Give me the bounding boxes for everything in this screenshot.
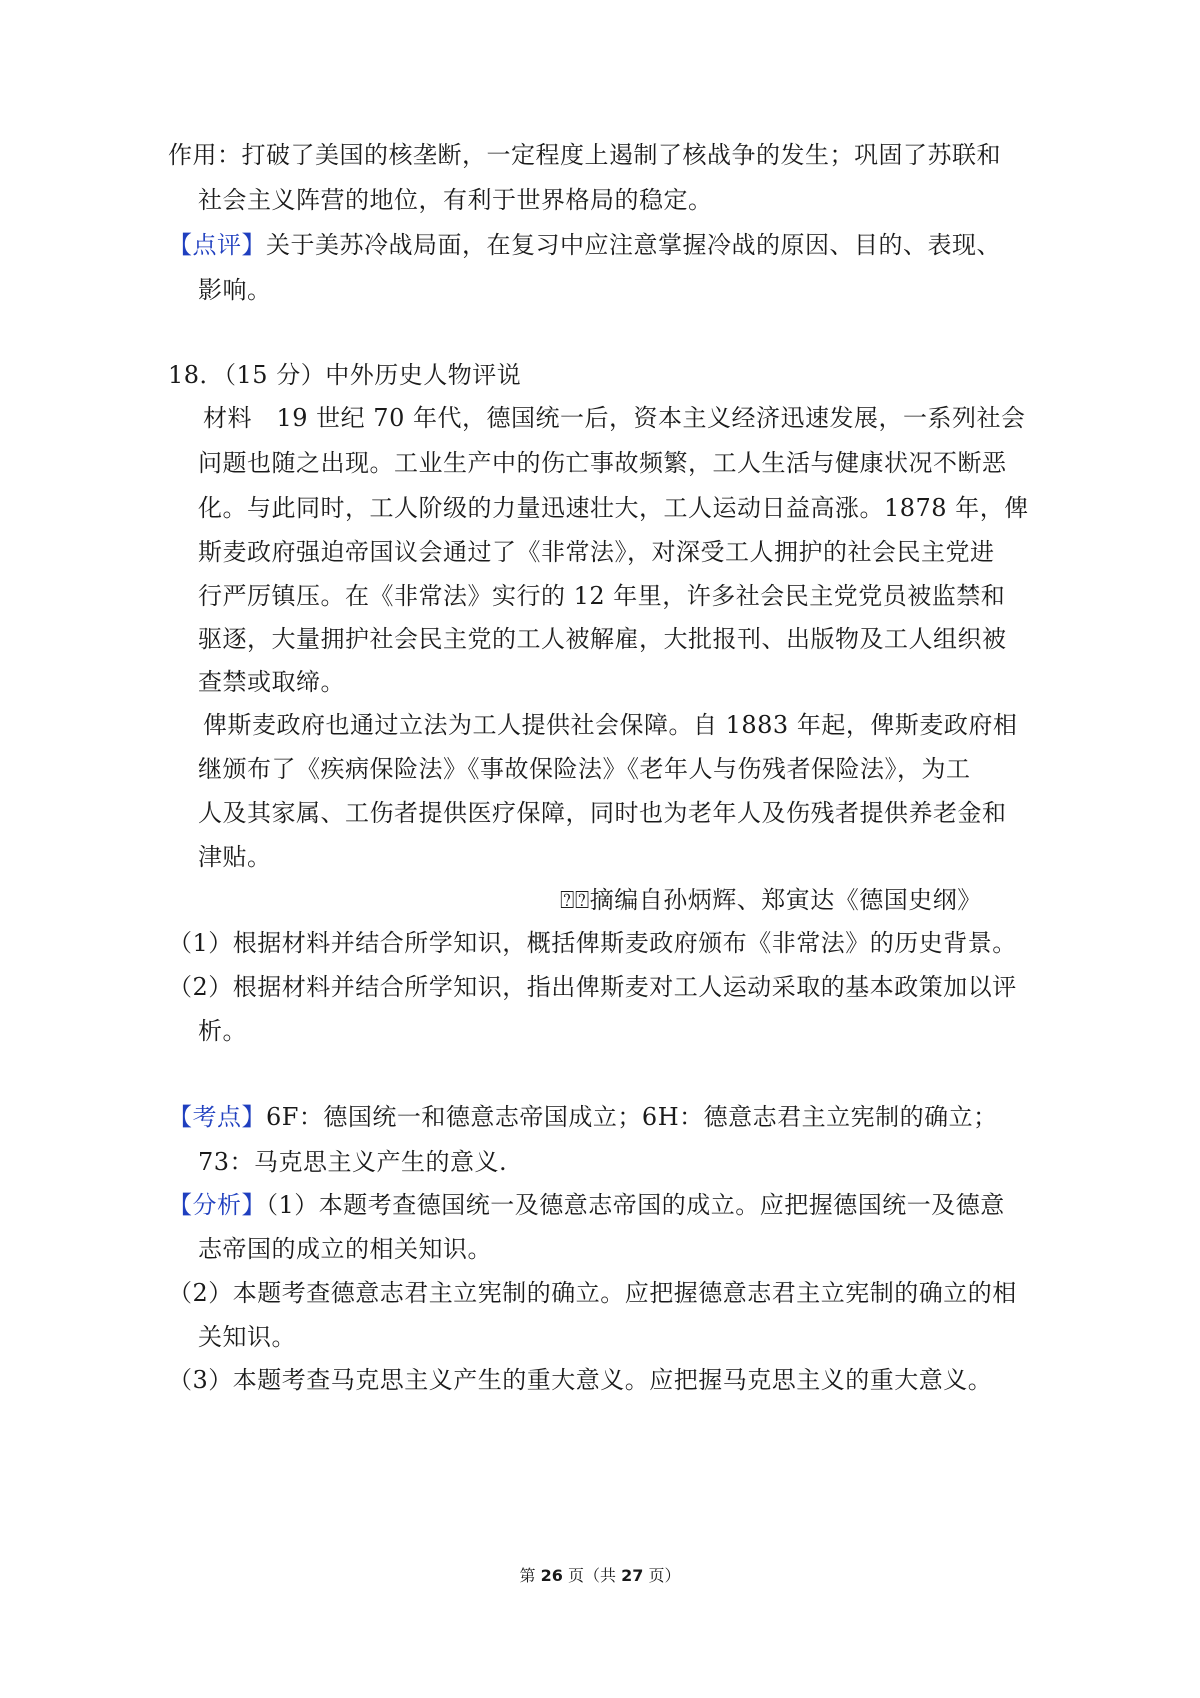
fenxi-text: （1）本题考查德国统一及德意志帝国的成立。应把握德国统一及德意: [266, 1191, 1005, 1219]
subquestion-1: （1）根据材料并结合所学知识，概括俾斯麦政府颁布《非常法》的历史背景。: [168, 929, 1017, 957]
kaodian-line-2: 73：马克思主义产生的意义.: [198, 1148, 508, 1176]
page-footer: [0, 1565, 1200, 1587]
comment-line-2: 影响。: [198, 276, 272, 304]
kaodian-line-1: [168, 1100, 998, 1134]
fenxi-line-1: [168, 1188, 1005, 1222]
material-p1-line-7: 查禁或取缔。: [198, 668, 345, 696]
fenxi-tag: 【分析】: [168, 1191, 266, 1219]
question-header: 18．（15 分）中外历史人物评说: [168, 361, 522, 389]
kaodian-text: 6F：德国统一和德意志帝国成立；6H：德意志君主立宪制的确立；: [266, 1103, 998, 1131]
material-p1-line-3: 化。与此同时，工人阶级的力量迅速壮大，工人运动日益高涨。1878 年，俾: [198, 494, 1029, 522]
kaodian-tag: 【考点】: [168, 1103, 266, 1131]
material-p1-line-1: 材料 19 世纪 70 年代，德国统一后，资本主义经济迅速发展，一系列社会: [203, 404, 1026, 432]
footer-current-page: 26: [540, 1566, 563, 1585]
fenxi-line-2: 志帝国的成立的相关知识。: [198, 1235, 492, 1263]
subquestion-2-line-2: 析。: [198, 1017, 247, 1045]
analysis-2-line-2: 关知识。: [198, 1323, 296, 1351]
material-p2-line-1: 俾斯麦政府也通过立法为工人提供社会保障。自 1883 年起，俾斯麦政府相: [203, 711, 1018, 739]
comment-tag: 【点评】: [168, 231, 266, 259]
footer-total-pages: 27: [621, 1566, 644, 1585]
footer-middle: 页（共: [562, 1566, 622, 1585]
effect-line-1: 作用：打破了美国的核垄断，一定程度上遏制了核战争的发生；巩固了苏联和: [168, 141, 1001, 169]
material-p1-line-6: 驱逐，大量拥护社会民主党的工人被解雇，大批报刊、出版物及工人组织被: [198, 625, 1007, 653]
material-p2-line-2: 继颁布了《疾病保险法》《事故保险法》《老年人与伤残者保险法》，为工: [198, 755, 971, 783]
comment-line-1: [168, 228, 1001, 262]
analysis-2-line-1: （2）本题考查德意志君主立宪制的确立。应把握德意志君主立宪制的确立的相: [168, 1279, 1017, 1307]
material-source: ⍰⍰摘编自孙炳辉、郑寅达《德国史纲》: [560, 886, 982, 914]
material-p1-line-2: 问题也随之出现。工业生产中的伤亡事故频繁，工人生活与健康状况不断恶: [198, 449, 1007, 477]
footer-prefix: 第: [519, 1566, 541, 1585]
footer-suffix: 页）: [643, 1566, 681, 1585]
subquestion-2-line-1: （2）根据材料并结合所学知识，指出俾斯麦对工人运动采取的基本政策加以评: [168, 973, 1017, 1001]
analysis-3-line-1: （3）本题考查马克思主义产生的重大意义。应把握马克思主义的重大意义。: [168, 1366, 993, 1394]
material-p1-line-4: 斯麦政府强迫帝国议会通过了《非常法》，对深受工人拥护的社会民主党进: [198, 538, 995, 566]
comment-text: 关于美苏冷战局面，在复习中应注意掌握冷战的原因、目的、表现、: [266, 231, 1001, 259]
material-p2-line-3: 人及其家属、工伤者提供医疗保障，同时也为老年人及伤残者提供养老金和: [198, 799, 1007, 827]
effect-line-2: 社会主义阵营的地位，有利于世界格局的稳定。: [198, 186, 713, 214]
material-p1-line-5: 行严厉镇压。在《非常法》实行的 12 年里，许多社会民主党党员被监禁和: [198, 582, 1006, 610]
material-p2-line-4: 津贴。: [198, 843, 272, 871]
